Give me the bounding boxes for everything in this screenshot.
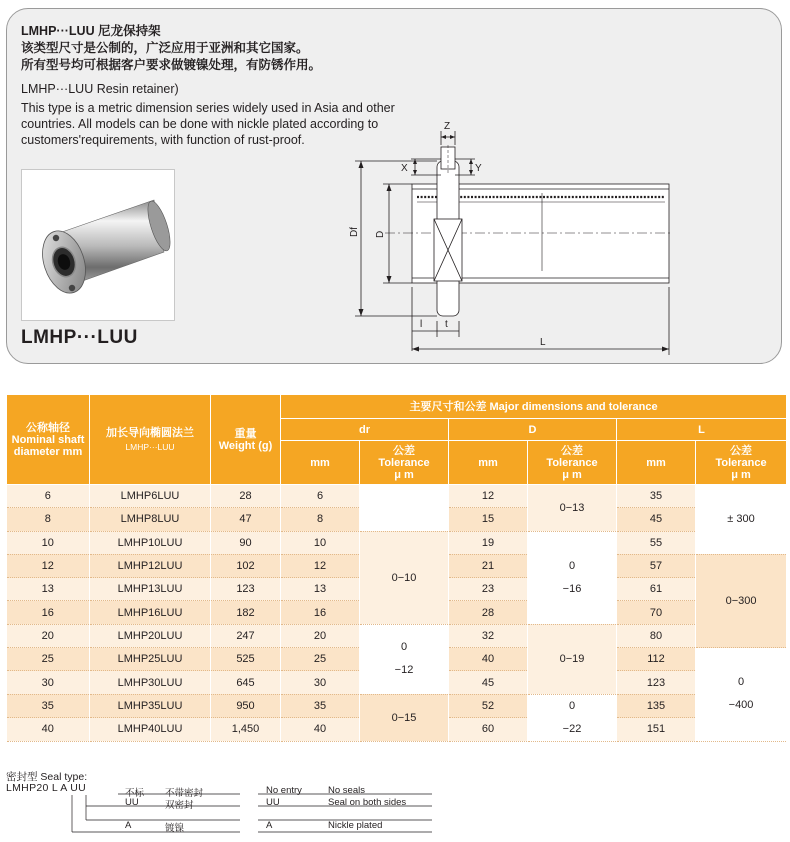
tol-dr-group-3: 0 −12 (360, 624, 449, 694)
product-photo (21, 169, 175, 321)
header-d-tol: 公差 Tolerance μ m (528, 441, 617, 485)
tol-dr-group-2: 0−10 (360, 531, 449, 624)
dim-l-big-label: L (540, 337, 546, 348)
table-row: 30 LMHP30LUU 645 30 45 123 (7, 671, 787, 694)
dim-df-label: Df (349, 227, 360, 237)
seal-en-desc-3: Nickle plated (328, 820, 383, 831)
cn-description-1: 该类型尺寸是公制的，广泛应用于亚洲和其它国家。 (21, 41, 309, 55)
header-dr-tol: 公差 Tolerance μ m (360, 441, 449, 485)
dim-t-label: t (445, 319, 448, 330)
dim-z-label: Z (444, 121, 451, 132)
cn-title: LMHP···LUU 尼龙保持架 (21, 24, 161, 38)
seal-cn-code-2: UU (125, 797, 139, 808)
tol-d-group-4: 0 −22 (528, 694, 617, 741)
tol-l-group-1: ± 300 (696, 485, 787, 555)
header-d: D (449, 419, 617, 441)
dim-l-small-label: l (420, 319, 423, 330)
seal-en-desc-1: No seals (328, 785, 365, 796)
seal-cn-desc-2: 双密封 (165, 800, 194, 811)
seal-type-title: 密封型 Seal type: (6, 771, 88, 783)
header-dr: dr (281, 419, 449, 441)
header-weight: 重量 Weight (g) (211, 395, 281, 485)
spec-table (6, 394, 787, 742)
table-row: 10 LMHP10LUU 90 10 0−10 19 0 −16 55 (7, 531, 787, 554)
seal-cn-desc-3: 镀镍 (165, 823, 185, 834)
seal-en-code-1: No entry (266, 785, 302, 796)
seal-cn-code-3: A (125, 820, 132, 831)
seal-cn-desc-1: 不带密封 (165, 788, 204, 799)
header-l-tol: 公差 Tolerance μ m (696, 441, 787, 485)
seal-cn-code-1: 不标 (125, 788, 145, 799)
en-title: LMHP···LUU Resin retainer) (21, 82, 179, 96)
table-row: 40 LMHP40LUU 1,450 40 60 151 (7, 718, 787, 742)
en-description: This type is a metric dimension series widely used in Asia and other countries. All models can be done with nickle plated according to customers'requirements, with function of rust-proof. (21, 101, 395, 147)
table-row: 20 LMHP20LUU 247 20 0 −12 32 0−19 80 (7, 624, 787, 647)
header-l-mm: mm (617, 441, 696, 485)
header-model: 加长导向椭圆法兰 LMHP···LUU (90, 395, 211, 485)
table-row: 16 LMHP16LUU 182 16 28 70 (7, 601, 787, 624)
seal-en-code-3: A (266, 820, 273, 831)
tol-d-group-3: 0−19 (528, 624, 617, 694)
header-major-dims: 主要尺寸和公差 Major dimensions and tolerance (281, 395, 787, 419)
tol-dr-group-1 (360, 485, 449, 532)
table-row: 12 LMHP12LUU 102 12 21 57 0−300 (7, 554, 787, 577)
tol-dr-group-4: 0−15 (360, 694, 449, 741)
dim-x-label: X (401, 163, 408, 174)
table-row: 35 LMHP35LUU 950 35 0−15 52 0 −22 135 (7, 694, 787, 718)
technical-drawing (345, 101, 675, 363)
table-row: 25 LMHP25LUU 525 25 40 112 0 −400 (7, 648, 787, 671)
table-row: 8 LMHP8LUU 47 8 15 45 (7, 508, 787, 531)
table-row: 6 LMHP6LUU 28 6 12 0−13 35 ± 300 (7, 485, 787, 508)
tol-d-group-2: 0 −16 (528, 531, 617, 624)
header-dr-mm: mm (281, 441, 360, 485)
product-name: LMHP···LUU (21, 327, 138, 348)
dim-d-label: D (375, 230, 386, 238)
header-shaft: 公称轴径 Nominal shaft diameter mm (7, 395, 90, 485)
info-panel (6, 8, 782, 364)
header-d-mm: mm (449, 441, 528, 485)
seal-type-code: LMHP20 L A UU (6, 782, 86, 794)
table-row: 13 LMHP13LUU 123 13 23 61 (7, 578, 787, 601)
seal-en-desc-2: Seal on both sides (328, 797, 407, 808)
tol-l-group-3: 0 −400 (696, 648, 787, 742)
seal-en-code-2: UU (266, 797, 280, 808)
cn-description-2: 所有型号均可根据客户要求做镀镍处理，有防锈作用。 (21, 58, 322, 72)
tol-d-group-1: 0−13 (528, 485, 617, 532)
tol-l-group-2: 0−300 (696, 554, 787, 647)
dim-y-label: Y (475, 163, 482, 174)
header-l: L (617, 419, 787, 441)
